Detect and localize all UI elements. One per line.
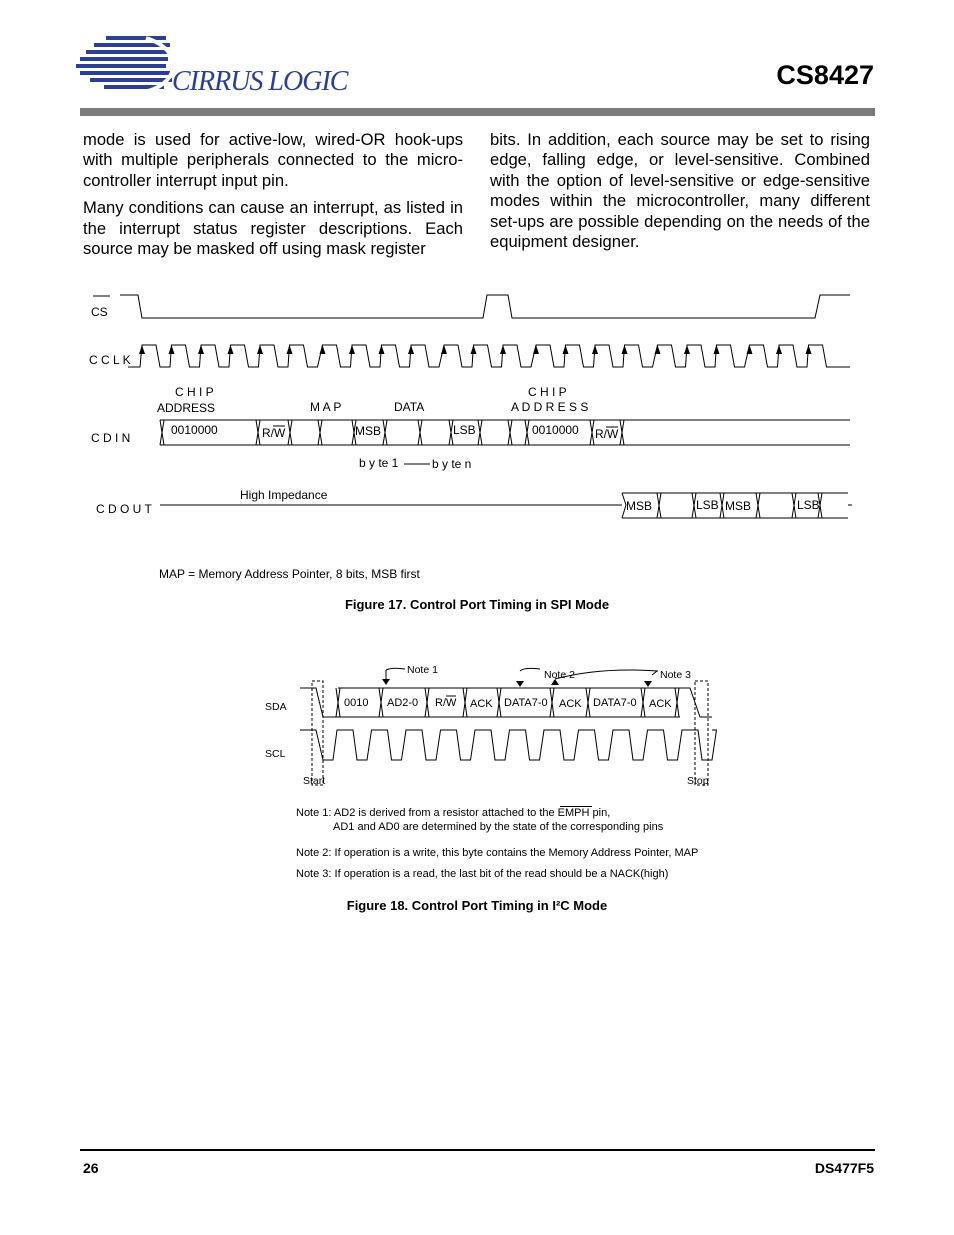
signal-scl: SCL: [265, 748, 286, 760]
byte-n-label: b y te n: [432, 457, 472, 471]
cdin-lsb: LSB: [453, 423, 476, 437]
cclk-rising-edge-arrow: [806, 345, 812, 354]
field-ack-2: ACK: [559, 698, 582, 710]
note-1-line-a: [296, 807, 610, 819]
cclk-rising-edge-arrow: [228, 345, 234, 354]
start-marker: [312, 681, 323, 785]
field-rw: R/W: [435, 697, 457, 709]
cdin-rw-1: R/W: [262, 426, 286, 440]
signal-cs: CS: [91, 305, 108, 319]
header-rule: [80, 108, 875, 116]
brand-name: CIRRUS LOGIC: [172, 66, 348, 97]
i2c-timing-diagram: [0, 655, 954, 805]
cclk-rising-edge-arrow: [257, 345, 263, 354]
figure-17-caption: Figure 17. Control Port Timing in SPI Mode: [344, 597, 610, 612]
cclk-rising-edge-arrow: [655, 345, 661, 354]
cclk-rising-edge-arrow: [471, 345, 477, 354]
label-map: M A P: [310, 400, 342, 414]
cdout-msb-2: MSB: [725, 499, 752, 513]
note-3-text: Note 3: If operation is a read, the last bit of the read should be a NACK(high): [296, 868, 669, 880]
cclk-rising-edge-arrow: [379, 345, 385, 354]
cclk-rising-edge-arrow: [408, 345, 414, 354]
cclk-rising-edge-arrow: [287, 345, 293, 354]
note-2-text: Note 2: If operation is a write, this byte contains the Memory Address Pointer, MAP: [296, 847, 699, 859]
cclk-rising-edge-arrow: [349, 345, 355, 354]
signal-cclk: C C L K: [89, 353, 131, 367]
document-id: DS477F5: [814, 1160, 874, 1176]
note-2-label: Note 2: [544, 669, 575, 681]
cdin-addr-1: 0010000: [171, 423, 218, 437]
label-chip-2: C H I P: [528, 385, 567, 399]
cclk-waveform: [128, 345, 850, 367]
cdout-msb-1: MSB: [626, 499, 653, 513]
part-number: CS8427: [776, 60, 874, 90]
field-0010: 0010: [344, 697, 369, 709]
cdout-lsb-2: LSB: [797, 498, 820, 512]
cclk-rising-edge-arrow: [747, 345, 753, 354]
start-label: Start: [303, 775, 326, 787]
field-ad: AD2-0: [387, 697, 419, 709]
label-address-2: A D D R E S S: [511, 400, 589, 414]
paragraph: Many conditions can cause an interrupt, as listed in the interrupt status register descriptions. Each source may be masked off using mask register: [83, 198, 463, 259]
cclk-rising-edge-arrow: [533, 345, 539, 354]
field-ack-3: ACK: [649, 698, 672, 710]
footer-rule: [80, 1149, 875, 1151]
text-column-left: [83, 130, 463, 266]
cclk-rising-edge-arrow: [198, 345, 204, 354]
cdout-lsb-1: LSB: [696, 498, 719, 512]
logo-globe-icon: [76, 34, 186, 94]
signal-sda: SDA: [265, 701, 287, 713]
label-data: DATA: [394, 400, 425, 414]
field-data-2: DATA7-0: [593, 697, 637, 709]
cclk-rising-edge-arrow: [622, 345, 628, 354]
map-footnote: MAP = Memory Address Pointer, 8 bits, MSB first: [159, 567, 420, 581]
note-3-label: Note 3: [660, 669, 691, 681]
cclk-rising-edge-arrow: [563, 345, 569, 354]
cdin-msb: MSB: [355, 424, 382, 438]
text-column-right: [490, 130, 870, 259]
signal-cdin: C D I N: [91, 431, 131, 445]
cclk-rising-edge-arrow: [592, 345, 598, 354]
figure-18-caption: Figure 18. Control Port Timing in I²C Mode: [346, 898, 608, 913]
high-impedance-label: High Impedance: [240, 488, 328, 502]
cclk-rising-edge-arrow: [169, 345, 175, 354]
scl-waveform: [300, 730, 717, 760]
label-address-1: ADDRESS: [157, 401, 216, 415]
cdin-addr-2: 0010000: [532, 423, 579, 437]
label-chip-1: C H I P: [175, 385, 214, 399]
field-ack-1: ACK: [470, 698, 493, 710]
stop-marker: [695, 681, 708, 785]
cdin-rw-2: R/W: [595, 427, 619, 441]
cclk-rising-edge-arrow: [776, 345, 782, 354]
cclk-rising-edge-arrow: [684, 345, 690, 354]
note-1-text: Note 1: AD2 is derived from a resistor attached to the EMPH pin,: [296, 807, 611, 819]
spi-timing-diagram: [0, 280, 954, 590]
note-1-label: Note 1: [407, 664, 438, 676]
cclk-rising-edge-arrow: [139, 345, 145, 354]
page-number: 26: [83, 1160, 99, 1176]
byte-1-label: b y te 1: [359, 456, 399, 470]
cclk-rising-edge-arrow: [320, 345, 326, 354]
note-1-line-b: AD1 and AD0 are determined by the state of the corresponding pins: [333, 821, 664, 833]
cclk-rising-edge-arrow: [500, 345, 506, 354]
cs-waveform: [120, 295, 850, 318]
cclk-rising-edge-arrow: [714, 345, 720, 354]
emph-overbar: [560, 806, 592, 807]
paragraph: bits. In addition, each source may be set to rising edge, falling edge, or level-sensitive. Combined with the option of level-sensitive or edge-sensitive modes within the microcontroller, many different set-ups are possible depending on the needs of the equipment designer.: [490, 130, 870, 252]
signal-cdout: C D O U T: [96, 502, 152, 516]
stop-label: Stop: [687, 775, 709, 787]
cclk-rising-edge-arrow: [441, 345, 447, 354]
field-data-1: DATA7-0: [504, 697, 548, 709]
paragraph: mode is used for active-low, wired-OR hook-ups with multiple peripherals connected to the micro-controller interrupt input pin.: [83, 130, 463, 190]
